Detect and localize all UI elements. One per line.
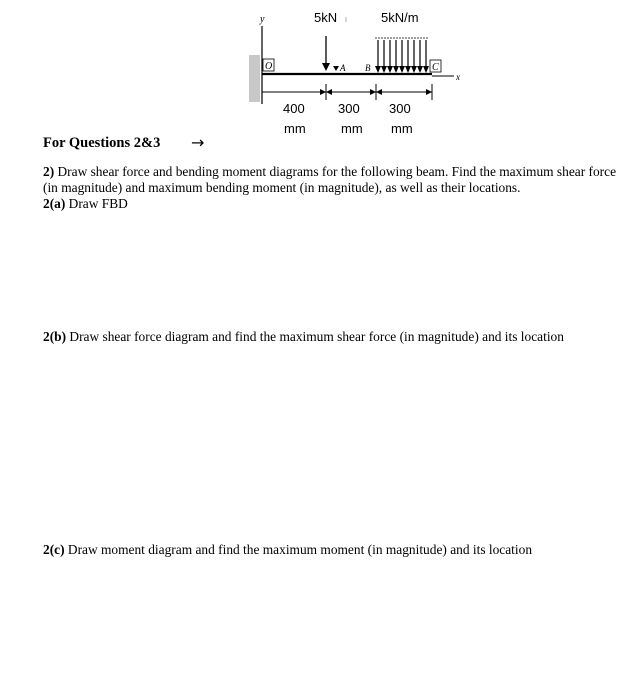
- y-axis-label: y: [260, 14, 265, 25]
- distributed-load-label: 5kN/m: [381, 10, 419, 25]
- dim-2-value: 300: [338, 101, 360, 116]
- dim-2-unit: mm: [341, 121, 363, 136]
- questions-heading: For Questions 2&3: [43, 135, 161, 151]
- part-2a: [43, 196, 128, 212]
- point-load-label: 5kN: [314, 10, 338, 25]
- question-number: 2): [43, 164, 55, 179]
- right-arrow-icon: →: [191, 133, 205, 152]
- dim-1-unit: mm: [284, 121, 306, 136]
- origin-label: O: [265, 61, 273, 72]
- question-2: [43, 164, 628, 196]
- distributed-load-arrows: [375, 40, 429, 73]
- part-2a-text: Draw FBD: [65, 196, 128, 211]
- part-2b-label: 2(b): [43, 329, 67, 344]
- point-b-label: B: [365, 63, 371, 73]
- dim-3-unit: mm: [391, 121, 413, 136]
- dimension-line: [262, 84, 432, 100]
- point-c-label: C: [432, 62, 439, 73]
- point-a-marker: [333, 66, 339, 71]
- beam-diagram: [0, 0, 637, 140]
- part-2b: [43, 329, 564, 345]
- beam-figure: [0, 0, 637, 140]
- dim-1-value: 400: [283, 101, 305, 116]
- question-text: Draw shear force and bending moment diagrams for the following beam. Find the maximum shear force (in magnitude) and maximum bending moment (in magnitude), as well as their locations.: [43, 164, 617, 195]
- part-2a-label: 2(a): [43, 196, 66, 211]
- wall-support: [249, 55, 260, 102]
- point-a-label: A: [340, 63, 346, 73]
- point-load-arrowhead: [322, 63, 330, 71]
- part-2c-label: 2(c): [43, 542, 65, 557]
- dim-3-value: 300: [389, 101, 411, 116]
- part-2c-text: Draw moment diagram and find the maximum moment (in magnitude) and its location: [64, 542, 533, 557]
- part-2c: [43, 542, 532, 558]
- part-2b-text: Draw shear force diagram and find the maximum shear force (in magnitude) and its location: [66, 329, 564, 344]
- x-axis-label: x: [456, 72, 460, 82]
